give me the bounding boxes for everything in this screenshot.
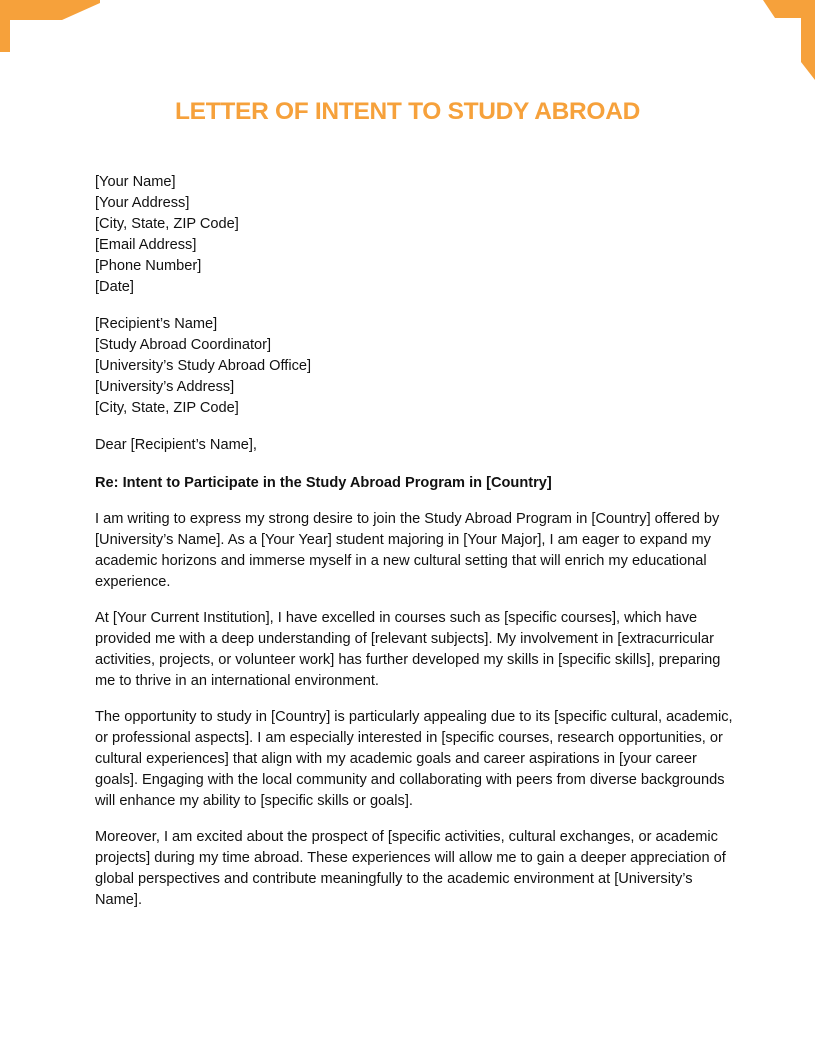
letter-date: [Date] [95,279,134,295]
sender-address-block [95,172,735,298]
sender-city-state-zip: [City, State, ZIP Code] [95,216,239,232]
recipient-city-state-zip: [City, State, ZIP Code] [95,400,239,416]
sender-name: [Your Name] [95,174,176,190]
recipient-address: [University’s Address] [95,379,235,395]
body-paragraph: I am writing to express my strong desire to join the Study Abroad Program in [Country] offered by [University’s Name]. As a [Your Year] student majoring in [Your Major], I am eager to expand my academic horizons and immerse myself in a new cultural setting that will enrich my educational experience. [95,511,720,590]
salutation: Dear [Recipient’s Name], [95,437,257,453]
recipient-name: [Recipient’s Name] [95,316,218,332]
document-title: LETTER OF INTENT TO STUDY ABROAD [175,98,640,125]
recipient-address-block [95,314,735,419]
corner-decoration-right [763,0,815,80]
subject-line: Re: Intent to Participate in the Study Abroad Program in [Country] [95,475,552,491]
body-paragraph: At [Your Current Institution], I have excelled in courses such as [specific courses], which have provided me with a deep understanding of [relevant subjects]. My involvement in [extracurricular activities, projects, or volunteer work] has further developed my skills in [specific skills], preparing me to thrive in an international environment. [95,610,721,689]
body-paragraph: Moreover, I am excited about the prospect of [specific activities, cultural exchanges, or academic projects] during my time abroad. These experiences will allow me to gain a deeper appreciation of global perspectives and contribute meaningfully to the academic environment at [University’s Name]. [95,829,726,908]
letter-body [95,172,735,911]
sender-address: [Your Address] [95,195,190,211]
recipient-office: [University’s Study Abroad Office] [95,358,312,374]
sender-phone: [Phone Number] [95,258,202,274]
body-paragraph: The opportunity to study in [Country] is particularly appealing due to its [specific cultural, academic, or professional aspects]. I am especially interested in [specific courses, research opportunities, or cultural experiences] that align with my academic goals and career aspirations in [your career goals]. Engaging with the local community and collaborating with peers from diverse backgrounds will enhance my ability to [specific skills or goals]. [95,709,733,809]
sender-email: [Email Address] [95,237,197,253]
corner-decoration-left [0,0,100,52]
recipient-title: [Study Abroad Coordinator] [95,337,272,353]
